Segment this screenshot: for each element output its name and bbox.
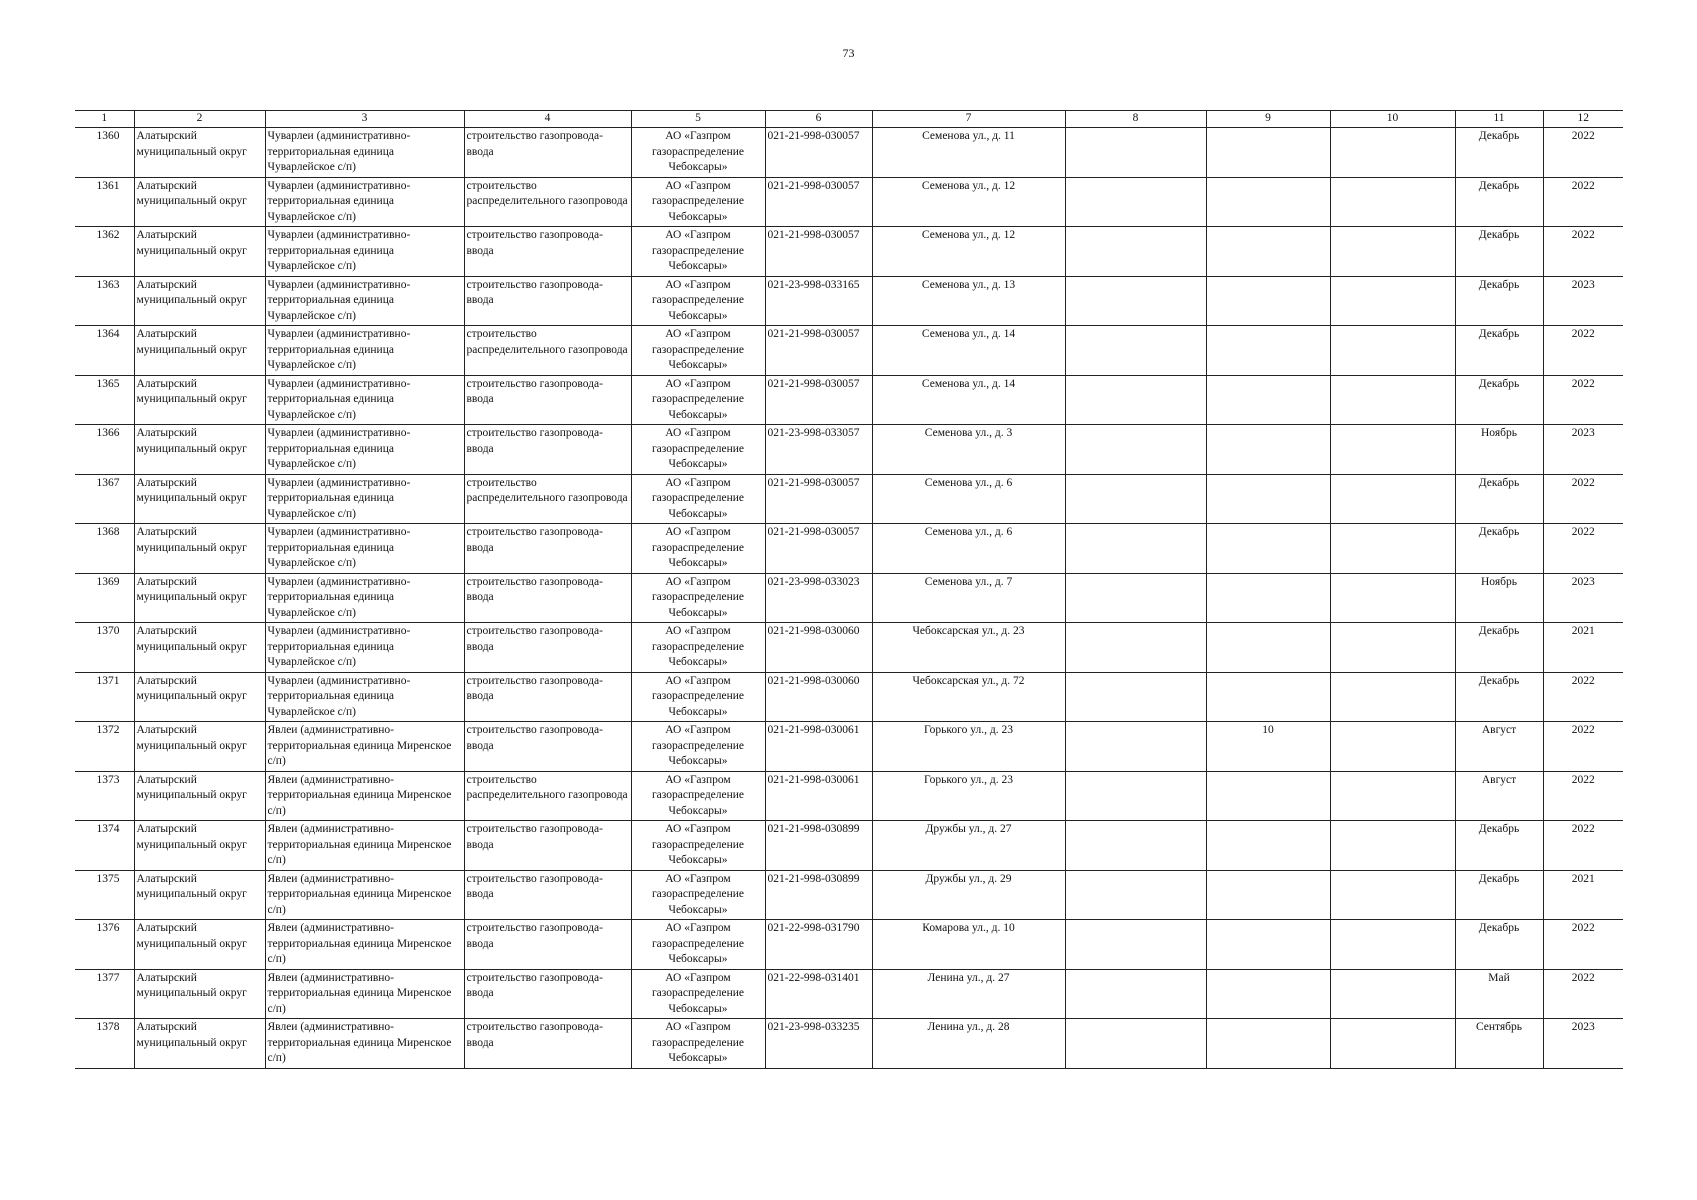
column-10-cell xyxy=(1330,227,1455,277)
column-9-cell xyxy=(1206,177,1330,227)
column-10-cell xyxy=(1330,722,1455,772)
column-header: 5 xyxy=(631,111,765,128)
object-code-cell: 021-23-998-033165 xyxy=(765,276,872,326)
work-type-cell: строительство газопровода-ввода xyxy=(464,425,631,475)
organization-cell: АО «Газпром газораспределение Чебоксары» xyxy=(631,326,765,376)
year-cell: 2022 xyxy=(1543,722,1623,772)
settlement-cell: Чуварлеи (административно-территориальная единица Чуварлейское с/п) xyxy=(265,425,464,475)
address-cell: Дружбы ул., д. 27 xyxy=(872,821,1065,871)
district-cell: Алатырский муниципальный округ xyxy=(134,920,265,970)
district-cell: Алатырский муниципальный округ xyxy=(134,623,265,673)
year-cell: 2022 xyxy=(1543,969,1623,1019)
object-code-cell: 021-21-998-030057 xyxy=(765,227,872,277)
district-cell: Алатырский муниципальный округ xyxy=(134,771,265,821)
month-cell: Май xyxy=(1455,969,1543,1019)
column-header: 4 xyxy=(464,111,631,128)
organization-cell: АО «Газпром газораспределение Чебоксары» xyxy=(631,375,765,425)
column-9-cell xyxy=(1206,623,1330,673)
district-cell: Алатырский муниципальный округ xyxy=(134,870,265,920)
table-row xyxy=(75,771,1623,821)
organization-cell: АО «Газпром газораспределение Чебоксары» xyxy=(631,969,765,1019)
work-type-cell: строительство распределительного газопровода xyxy=(464,474,631,524)
work-type-cell: строительство распределительного газопровода xyxy=(464,326,631,376)
settlement-cell: Чуварлеи (административно-территориальная единица Чуварлейское с/п) xyxy=(265,623,464,673)
column-9-cell xyxy=(1206,276,1330,326)
column-9-cell xyxy=(1206,771,1330,821)
year-cell: 2022 xyxy=(1543,474,1623,524)
column-header: 12 xyxy=(1543,111,1623,128)
object-code-cell: 021-22-998-031790 xyxy=(765,920,872,970)
column-8-cell xyxy=(1065,672,1206,722)
table-row xyxy=(75,1019,1623,1069)
row-number-cell: 1372 xyxy=(75,722,134,772)
column-10-cell xyxy=(1330,326,1455,376)
column-10-cell xyxy=(1330,1019,1455,1069)
work-type-cell: строительство газопровода-ввода xyxy=(464,375,631,425)
month-cell: Декабрь xyxy=(1455,524,1543,574)
column-header: 6 xyxy=(765,111,872,128)
row-number-cell: 1377 xyxy=(75,969,134,1019)
settlement-cell: Явлеи (административно-территориальная единица Миренское с/п) xyxy=(265,821,464,871)
organization-cell: АО «Газпром газораспределение Чебоксары» xyxy=(631,870,765,920)
address-cell: Ленина ул., д. 28 xyxy=(872,1019,1065,1069)
year-cell: 2023 xyxy=(1543,1019,1623,1069)
settlement-cell: Чуварлеи (административно-территориальная единица Чуварлейское с/п) xyxy=(265,672,464,722)
table-row xyxy=(75,573,1623,623)
work-type-cell: строительство газопровода-ввода xyxy=(464,870,631,920)
month-cell: Декабрь xyxy=(1455,821,1543,871)
object-code-cell: 021-23-998-033057 xyxy=(765,425,872,475)
column-9-cell xyxy=(1206,425,1330,475)
settlement-cell: Явлеи (административно-территориальная единица Миренское с/п) xyxy=(265,920,464,970)
year-cell: 2022 xyxy=(1543,375,1623,425)
address-cell: Дружбы ул., д. 29 xyxy=(872,870,1065,920)
column-header: 10 xyxy=(1330,111,1455,128)
row-number-cell: 1367 xyxy=(75,474,134,524)
work-type-cell: строительство газопровода-ввода xyxy=(464,920,631,970)
row-number-cell: 1368 xyxy=(75,524,134,574)
year-cell: 2021 xyxy=(1543,870,1623,920)
year-cell: 2022 xyxy=(1543,524,1623,574)
column-10-cell xyxy=(1330,870,1455,920)
work-type-cell: строительство газопровода-ввода xyxy=(464,672,631,722)
district-cell: Алатырский муниципальный округ xyxy=(134,177,265,227)
year-cell: 2023 xyxy=(1543,425,1623,475)
column-9-cell xyxy=(1206,672,1330,722)
month-cell: Декабрь xyxy=(1455,227,1543,277)
column-header: 2 xyxy=(134,111,265,128)
table-row xyxy=(75,227,1623,277)
object-code-cell: 021-21-998-030057 xyxy=(765,177,872,227)
month-cell: Декабрь xyxy=(1455,474,1543,524)
year-cell: 2022 xyxy=(1543,771,1623,821)
table-row xyxy=(75,821,1623,871)
column-8-cell xyxy=(1065,326,1206,376)
district-cell: Алатырский муниципальный округ xyxy=(134,524,265,574)
table-row xyxy=(75,524,1623,574)
work-type-cell: строительство газопровода-ввода xyxy=(464,1019,631,1069)
organization-cell: АО «Газпром газораспределение Чебоксары» xyxy=(631,276,765,326)
address-cell: Семенова ул., д. 12 xyxy=(872,177,1065,227)
settlement-cell: Чуварлеи (административно-территориальная единица Чуварлейское с/п) xyxy=(265,276,464,326)
address-cell: Семенова ул., д. 11 xyxy=(872,128,1065,178)
object-code-cell: 021-21-998-030899 xyxy=(765,821,872,871)
object-code-cell: 021-21-998-030057 xyxy=(765,128,872,178)
column-9-cell xyxy=(1206,128,1330,178)
year-cell: 2022 xyxy=(1543,128,1623,178)
column-8-cell xyxy=(1065,425,1206,475)
month-cell: Декабрь xyxy=(1455,375,1543,425)
column-8-cell xyxy=(1065,524,1206,574)
table-row xyxy=(75,920,1623,970)
address-cell: Горького ул., д. 23 xyxy=(872,722,1065,772)
table-body xyxy=(75,128,1623,1069)
table-row xyxy=(75,722,1623,772)
district-cell: Алатырский муниципальный округ xyxy=(134,672,265,722)
column-8-cell xyxy=(1065,474,1206,524)
work-type-cell: строительство газопровода-ввода xyxy=(464,524,631,574)
address-cell: Семенова ул., д. 12 xyxy=(872,227,1065,277)
object-code-cell: 021-21-998-030060 xyxy=(765,623,872,673)
address-cell: Чебоксарская ул., д. 72 xyxy=(872,672,1065,722)
year-cell: 2021 xyxy=(1543,623,1623,673)
object-code-cell: 021-21-998-030061 xyxy=(765,722,872,772)
settlement-cell: Чуварлеи (административно-территориальная единица Чуварлейское с/п) xyxy=(265,177,464,227)
year-cell: 2023 xyxy=(1543,573,1623,623)
column-8-cell xyxy=(1065,722,1206,772)
column-8-cell xyxy=(1065,128,1206,178)
year-cell: 2022 xyxy=(1543,821,1623,871)
work-type-cell: строительство газопровода-ввода xyxy=(464,276,631,326)
object-code-cell: 021-21-998-030057 xyxy=(765,326,872,376)
work-type-cell: строительство газопровода-ввода xyxy=(464,623,631,673)
month-cell: Август xyxy=(1455,722,1543,772)
month-cell: Декабрь xyxy=(1455,326,1543,376)
column-10-cell xyxy=(1330,128,1455,178)
settlement-cell: Явлеи (административно-территориальная единица Миренское с/п) xyxy=(265,1019,464,1069)
object-code-cell: 021-21-998-030060 xyxy=(765,672,872,722)
address-cell: Горького ул., д. 23 xyxy=(872,771,1065,821)
table-row xyxy=(75,177,1623,227)
address-cell: Ленина ул., д. 27 xyxy=(872,969,1065,1019)
column-header: 1 xyxy=(75,111,134,128)
column-10-cell xyxy=(1330,969,1455,1019)
month-cell: Август xyxy=(1455,771,1543,821)
row-number-cell: 1364 xyxy=(75,326,134,376)
work-type-cell: строительство газопровода-ввода xyxy=(464,821,631,871)
column-8-cell xyxy=(1065,969,1206,1019)
organization-cell: АО «Газпром газораспределение Чебоксары» xyxy=(631,573,765,623)
column-header: 7 xyxy=(872,111,1065,128)
district-cell: Алатырский муниципальный округ xyxy=(134,474,265,524)
table-row xyxy=(75,375,1623,425)
settlement-cell: Чуварлеи (административно-территориальная единица Чуварлейское с/п) xyxy=(265,128,464,178)
column-8-cell xyxy=(1065,375,1206,425)
district-cell: Алатырский муниципальный округ xyxy=(134,722,265,772)
organization-cell: АО «Газпром газораспределение Чебоксары» xyxy=(631,227,765,277)
row-number-cell: 1370 xyxy=(75,623,134,673)
column-8-cell xyxy=(1065,227,1206,277)
month-cell: Декабрь xyxy=(1455,672,1543,722)
organization-cell: АО «Газпром газораспределение Чебоксары» xyxy=(631,672,765,722)
column-8-cell xyxy=(1065,771,1206,821)
address-cell: Семенова ул., д. 6 xyxy=(872,474,1065,524)
column-8-cell xyxy=(1065,276,1206,326)
register-table xyxy=(75,110,1623,1069)
table-row xyxy=(75,128,1623,178)
column-9-cell: 10 xyxy=(1206,722,1330,772)
month-cell: Декабрь xyxy=(1455,870,1543,920)
page-number: 73 xyxy=(842,46,855,60)
year-cell: 2022 xyxy=(1543,672,1623,722)
column-9-cell xyxy=(1206,969,1330,1019)
organization-cell: АО «Газпром газораспределение Чебоксары» xyxy=(631,128,765,178)
table-row xyxy=(75,326,1623,376)
month-cell: Декабрь xyxy=(1455,128,1543,178)
settlement-cell: Чуварлеи (административно-территориальная единица Чуварлейское с/п) xyxy=(265,524,464,574)
settlement-cell: Чуварлеи (административно-территориальная единица Чуварлейское с/п) xyxy=(265,474,464,524)
column-header: 3 xyxy=(265,111,464,128)
organization-cell: АО «Газпром газораспределение Чебоксары» xyxy=(631,722,765,772)
work-type-cell: строительство распределительного газопровода xyxy=(464,771,631,821)
month-cell: Декабрь xyxy=(1455,920,1543,970)
row-number-cell: 1360 xyxy=(75,128,134,178)
column-8-cell xyxy=(1065,623,1206,673)
table-row xyxy=(75,425,1623,475)
object-code-cell: 021-21-998-030057 xyxy=(765,524,872,574)
column-9-cell xyxy=(1206,524,1330,574)
table-row xyxy=(75,672,1623,722)
address-cell: Семенова ул., д. 7 xyxy=(872,573,1065,623)
row-number-cell: 1362 xyxy=(75,227,134,277)
address-cell: Чебоксарская ул., д. 23 xyxy=(872,623,1065,673)
object-code-cell: 021-23-998-033023 xyxy=(765,573,872,623)
organization-cell: АО «Газпром газораспределение Чебоксары» xyxy=(631,1019,765,1069)
row-number-cell: 1374 xyxy=(75,821,134,871)
year-cell: 2022 xyxy=(1543,920,1623,970)
organization-cell: АО «Газпром газораспределение Чебоксары» xyxy=(631,920,765,970)
address-cell: Семенова ул., д. 6 xyxy=(872,524,1065,574)
column-9-cell xyxy=(1206,870,1330,920)
row-number-cell: 1371 xyxy=(75,672,134,722)
table-row xyxy=(75,623,1623,673)
column-8-cell xyxy=(1065,177,1206,227)
organization-cell: АО «Газпром газораспределение Чебоксары» xyxy=(631,177,765,227)
address-cell: Комарова ул., д. 10 xyxy=(872,920,1065,970)
organization-cell: АО «Газпром газораспределение Чебоксары» xyxy=(631,623,765,673)
settlement-cell: Чуварлеи (административно-территориальная единица Чуварлейское с/п) xyxy=(265,227,464,277)
column-10-cell xyxy=(1330,672,1455,722)
column-9-cell xyxy=(1206,1019,1330,1069)
settlement-cell: Явлеи (административно-территориальная единица Миренское с/п) xyxy=(265,870,464,920)
month-cell: Сентябрь xyxy=(1455,1019,1543,1069)
year-cell: 2022 xyxy=(1543,326,1623,376)
district-cell: Алатырский муниципальный округ xyxy=(134,425,265,475)
settlement-cell: Явлеи (административно-территориальная единица Миренское с/п) xyxy=(265,771,464,821)
column-10-cell xyxy=(1330,524,1455,574)
column-8-cell xyxy=(1065,920,1206,970)
address-cell: Семенова ул., д. 13 xyxy=(872,276,1065,326)
district-cell: Алатырский муниципальный округ xyxy=(134,573,265,623)
district-cell: Алатырский муниципальный округ xyxy=(134,276,265,326)
object-code-cell: 021-22-998-031401 xyxy=(765,969,872,1019)
column-9-cell xyxy=(1206,375,1330,425)
row-number-cell: 1365 xyxy=(75,375,134,425)
column-9-cell xyxy=(1206,573,1330,623)
column-8-cell xyxy=(1065,573,1206,623)
work-type-cell: строительство распределительного газопровода xyxy=(464,177,631,227)
row-number-cell: 1378 xyxy=(75,1019,134,1069)
organization-cell: АО «Газпром газораспределение Чебоксары» xyxy=(631,474,765,524)
column-10-cell xyxy=(1330,177,1455,227)
month-cell: Декабрь xyxy=(1455,623,1543,673)
column-10-cell xyxy=(1330,821,1455,871)
column-9-cell xyxy=(1206,920,1330,970)
object-code-cell: 021-23-998-033235 xyxy=(765,1019,872,1069)
column-header: 11 xyxy=(1455,111,1543,128)
district-cell: Алатырский муниципальный округ xyxy=(134,1019,265,1069)
column-10-cell xyxy=(1330,623,1455,673)
object-code-cell: 021-21-998-030061 xyxy=(765,771,872,821)
object-code-cell: 021-21-998-030899 xyxy=(765,870,872,920)
header-row xyxy=(75,111,1623,128)
work-type-cell: строительство газопровода-ввода xyxy=(464,722,631,772)
object-code-cell: 021-21-998-030057 xyxy=(765,375,872,425)
year-cell: 2022 xyxy=(1543,227,1623,277)
month-cell: Декабрь xyxy=(1455,177,1543,227)
month-cell: Ноябрь xyxy=(1455,573,1543,623)
column-header: 8 xyxy=(1065,111,1206,128)
column-10-cell xyxy=(1330,474,1455,524)
column-9-cell xyxy=(1206,821,1330,871)
district-cell: Алатырский муниципальный округ xyxy=(134,375,265,425)
row-number-cell: 1369 xyxy=(75,573,134,623)
row-number-cell: 1375 xyxy=(75,870,134,920)
district-cell: Алатырский муниципальный округ xyxy=(134,969,265,1019)
work-type-cell: строительство газопровода-ввода xyxy=(464,128,631,178)
settlement-cell: Явлеи (административно-территориальная единица Миренское с/п) xyxy=(265,969,464,1019)
column-10-cell xyxy=(1330,573,1455,623)
work-type-cell: строительство газопровода-ввода xyxy=(464,573,631,623)
organization-cell: АО «Газпром газораспределение Чебоксары» xyxy=(631,821,765,871)
table-row xyxy=(75,276,1623,326)
column-10-cell xyxy=(1330,425,1455,475)
district-cell: Алатырский муниципальный округ xyxy=(134,326,265,376)
column-8-cell xyxy=(1065,870,1206,920)
row-number-cell: 1366 xyxy=(75,425,134,475)
year-cell: 2023 xyxy=(1543,276,1623,326)
column-10-cell xyxy=(1330,771,1455,821)
year-cell: 2022 xyxy=(1543,177,1623,227)
month-cell: Ноябрь xyxy=(1455,425,1543,475)
row-number-cell: 1363 xyxy=(75,276,134,326)
column-9-cell xyxy=(1206,474,1330,524)
row-number-cell: 1361 xyxy=(75,177,134,227)
column-9-cell xyxy=(1206,227,1330,277)
district-cell: Алатырский муниципальный округ xyxy=(134,128,265,178)
settlement-cell: Чуварлеи (административно-территориальная единица Чуварлейское с/п) xyxy=(265,375,464,425)
table-row xyxy=(75,870,1623,920)
address-cell: Семенова ул., д. 14 xyxy=(872,326,1065,376)
month-cell: Декабрь xyxy=(1455,276,1543,326)
district-cell: Алатырский муниципальный округ xyxy=(134,821,265,871)
address-cell: Семенова ул., д. 14 xyxy=(872,375,1065,425)
work-type-cell: строительство газопровода-ввода xyxy=(464,227,631,277)
row-number-cell: 1376 xyxy=(75,920,134,970)
object-code-cell: 021-21-998-030057 xyxy=(765,474,872,524)
address-cell: Семенова ул., д. 3 xyxy=(872,425,1065,475)
work-type-cell: строительство газопровода-ввода xyxy=(464,969,631,1019)
settlement-cell: Чуварлеи (административно-территориальная единица Чуварлейское с/п) xyxy=(265,326,464,376)
table-row xyxy=(75,969,1623,1019)
organization-cell: АО «Газпром газораспределение Чебоксары» xyxy=(631,771,765,821)
column-header: 9 xyxy=(1206,111,1330,128)
column-8-cell xyxy=(1065,821,1206,871)
organization-cell: АО «Газпром газораспределение Чебоксары» xyxy=(631,425,765,475)
organization-cell: АО «Газпром газораспределение Чебоксары» xyxy=(631,524,765,574)
table-row xyxy=(75,474,1623,524)
settlement-cell: Чуварлеи (административно-территориальная единица Чуварлейское с/п) xyxy=(265,573,464,623)
row-number-cell: 1373 xyxy=(75,771,134,821)
district-cell: Алатырский муниципальный округ xyxy=(134,227,265,277)
column-9-cell xyxy=(1206,326,1330,376)
column-10-cell xyxy=(1330,920,1455,970)
column-10-cell xyxy=(1330,375,1455,425)
settlement-cell: Явлеи (административно-территориальная единица Миренское с/п) xyxy=(265,722,464,772)
column-8-cell xyxy=(1065,1019,1206,1069)
column-10-cell xyxy=(1330,276,1455,326)
